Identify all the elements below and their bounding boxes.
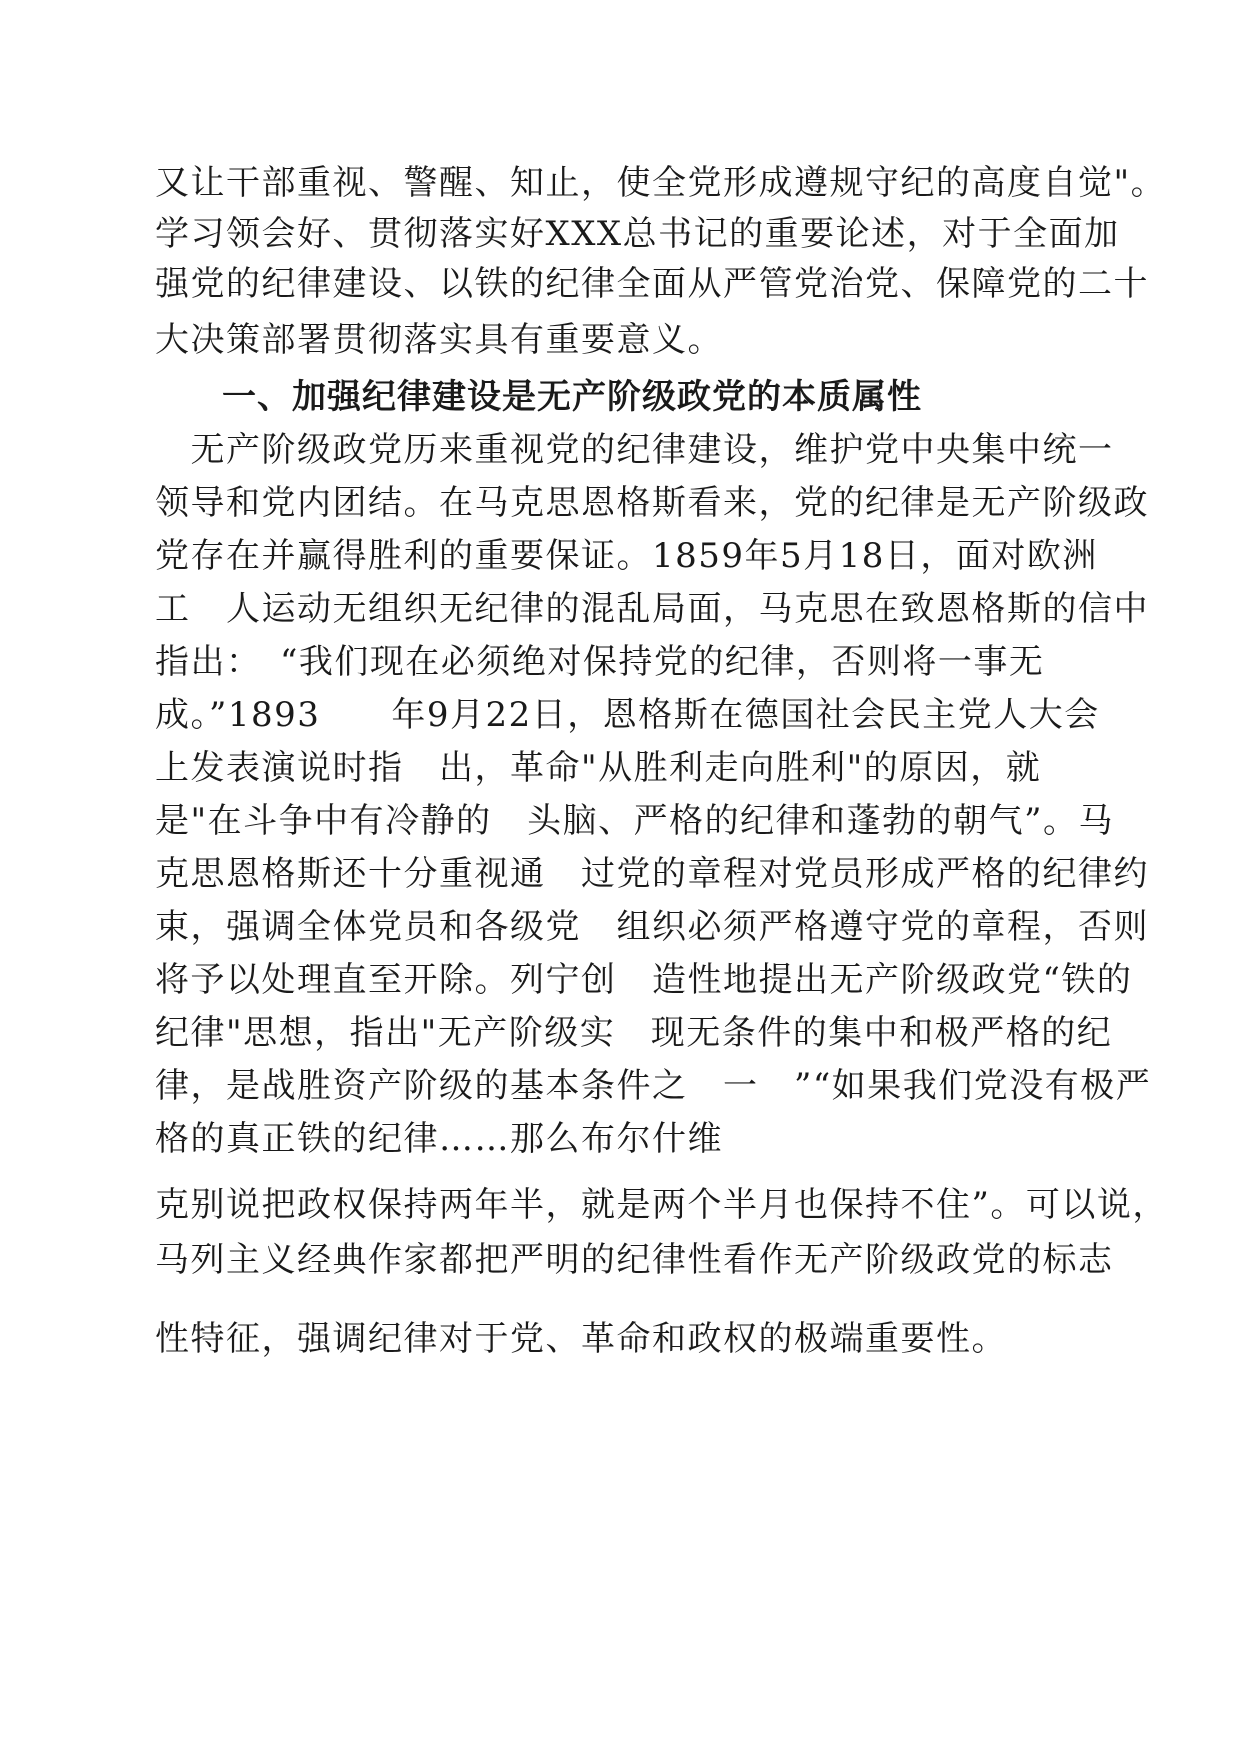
body-text-line: 格的真正铁的纪律……那么布尔什维 [155, 1119, 723, 1159]
body-text-line: 党存在并赢得胜利的重要保证。1859年5月18日，面对欧洲 [155, 536, 1098, 576]
body-text-line: 大决策部署贯彻落实具有重要意义。 [155, 320, 723, 360]
body-text-line: 领导和党内团结。在马克思恩格斯看来，党的纪律是无产阶级政 [155, 483, 1149, 523]
body-text-line: 马列主义经典作家都把严明的纪律性看作无产阶级政党的标志 [155, 1240, 1114, 1280]
body-text-line: 无产阶级政党历来重视党的纪律建设，维护党中央集中统一 [155, 430, 1114, 470]
body-text-line: 成。”1893 年9月22日，恩格斯在德国社会民主党人大会 [155, 695, 1100, 735]
body-text-line: 束，强调全体党员和各级党 组织必须严格遵守党的章程，否则 [155, 907, 1149, 947]
body-text-line: 将予以处理直至开除。列宁创 造性地提出无产阶级政党“铁的 [155, 960, 1133, 1000]
body-text-line: 克思恩格斯还十分重视通 过党的章程对党员形成严格的纪律约 [155, 854, 1149, 894]
section-heading: 一、加强纪律建设是无产阶级政党的本质属性 [222, 377, 922, 417]
body-text-line: 指出： “我们现在必须绝对保持党的纪律，否则将一事无 [155, 642, 1045, 682]
body-text-line: 纪律"思想，指出"无产阶级实 现无条件的集中和极严格的纪 [155, 1013, 1113, 1053]
body-text-line: 性特征，强调纪律对于党、革命和政权的极端重要性。 [155, 1319, 1007, 1359]
body-text-line: 克别说把政权保持两年半，就是两个半月也保持不住”。可以说， [155, 1185, 1168, 1225]
body-text-line: 又让干部重视、警醒、知止，使全党形成遵规守纪的高度自觉"。 [155, 163, 1167, 203]
body-text-line: 学习领会好、贯彻落实好XXX总书记的重要论述，对于全面加 [155, 214, 1120, 254]
body-text-line: 上发表演说时指 出，革命"从胜利走向胜利"的原因，就 [155, 748, 1042, 788]
body-text-line: 强党的纪律建设、以铁的纪律全面从严管党治党、保障党的二十 [155, 264, 1149, 304]
body-text-line: 工 人运动无组织无纪律的混乱局面，马克思在致恩格斯的信中 [155, 589, 1149, 629]
body-text-line: 律，是战胜资产阶级的基本条件之 一 ”“如果我们党没有极严 [155, 1066, 1152, 1106]
body-text-line: 是"在斗争中有冷静的 头脑、严格的纪律和蓬勃的朝气”。马 [155, 801, 1115, 841]
